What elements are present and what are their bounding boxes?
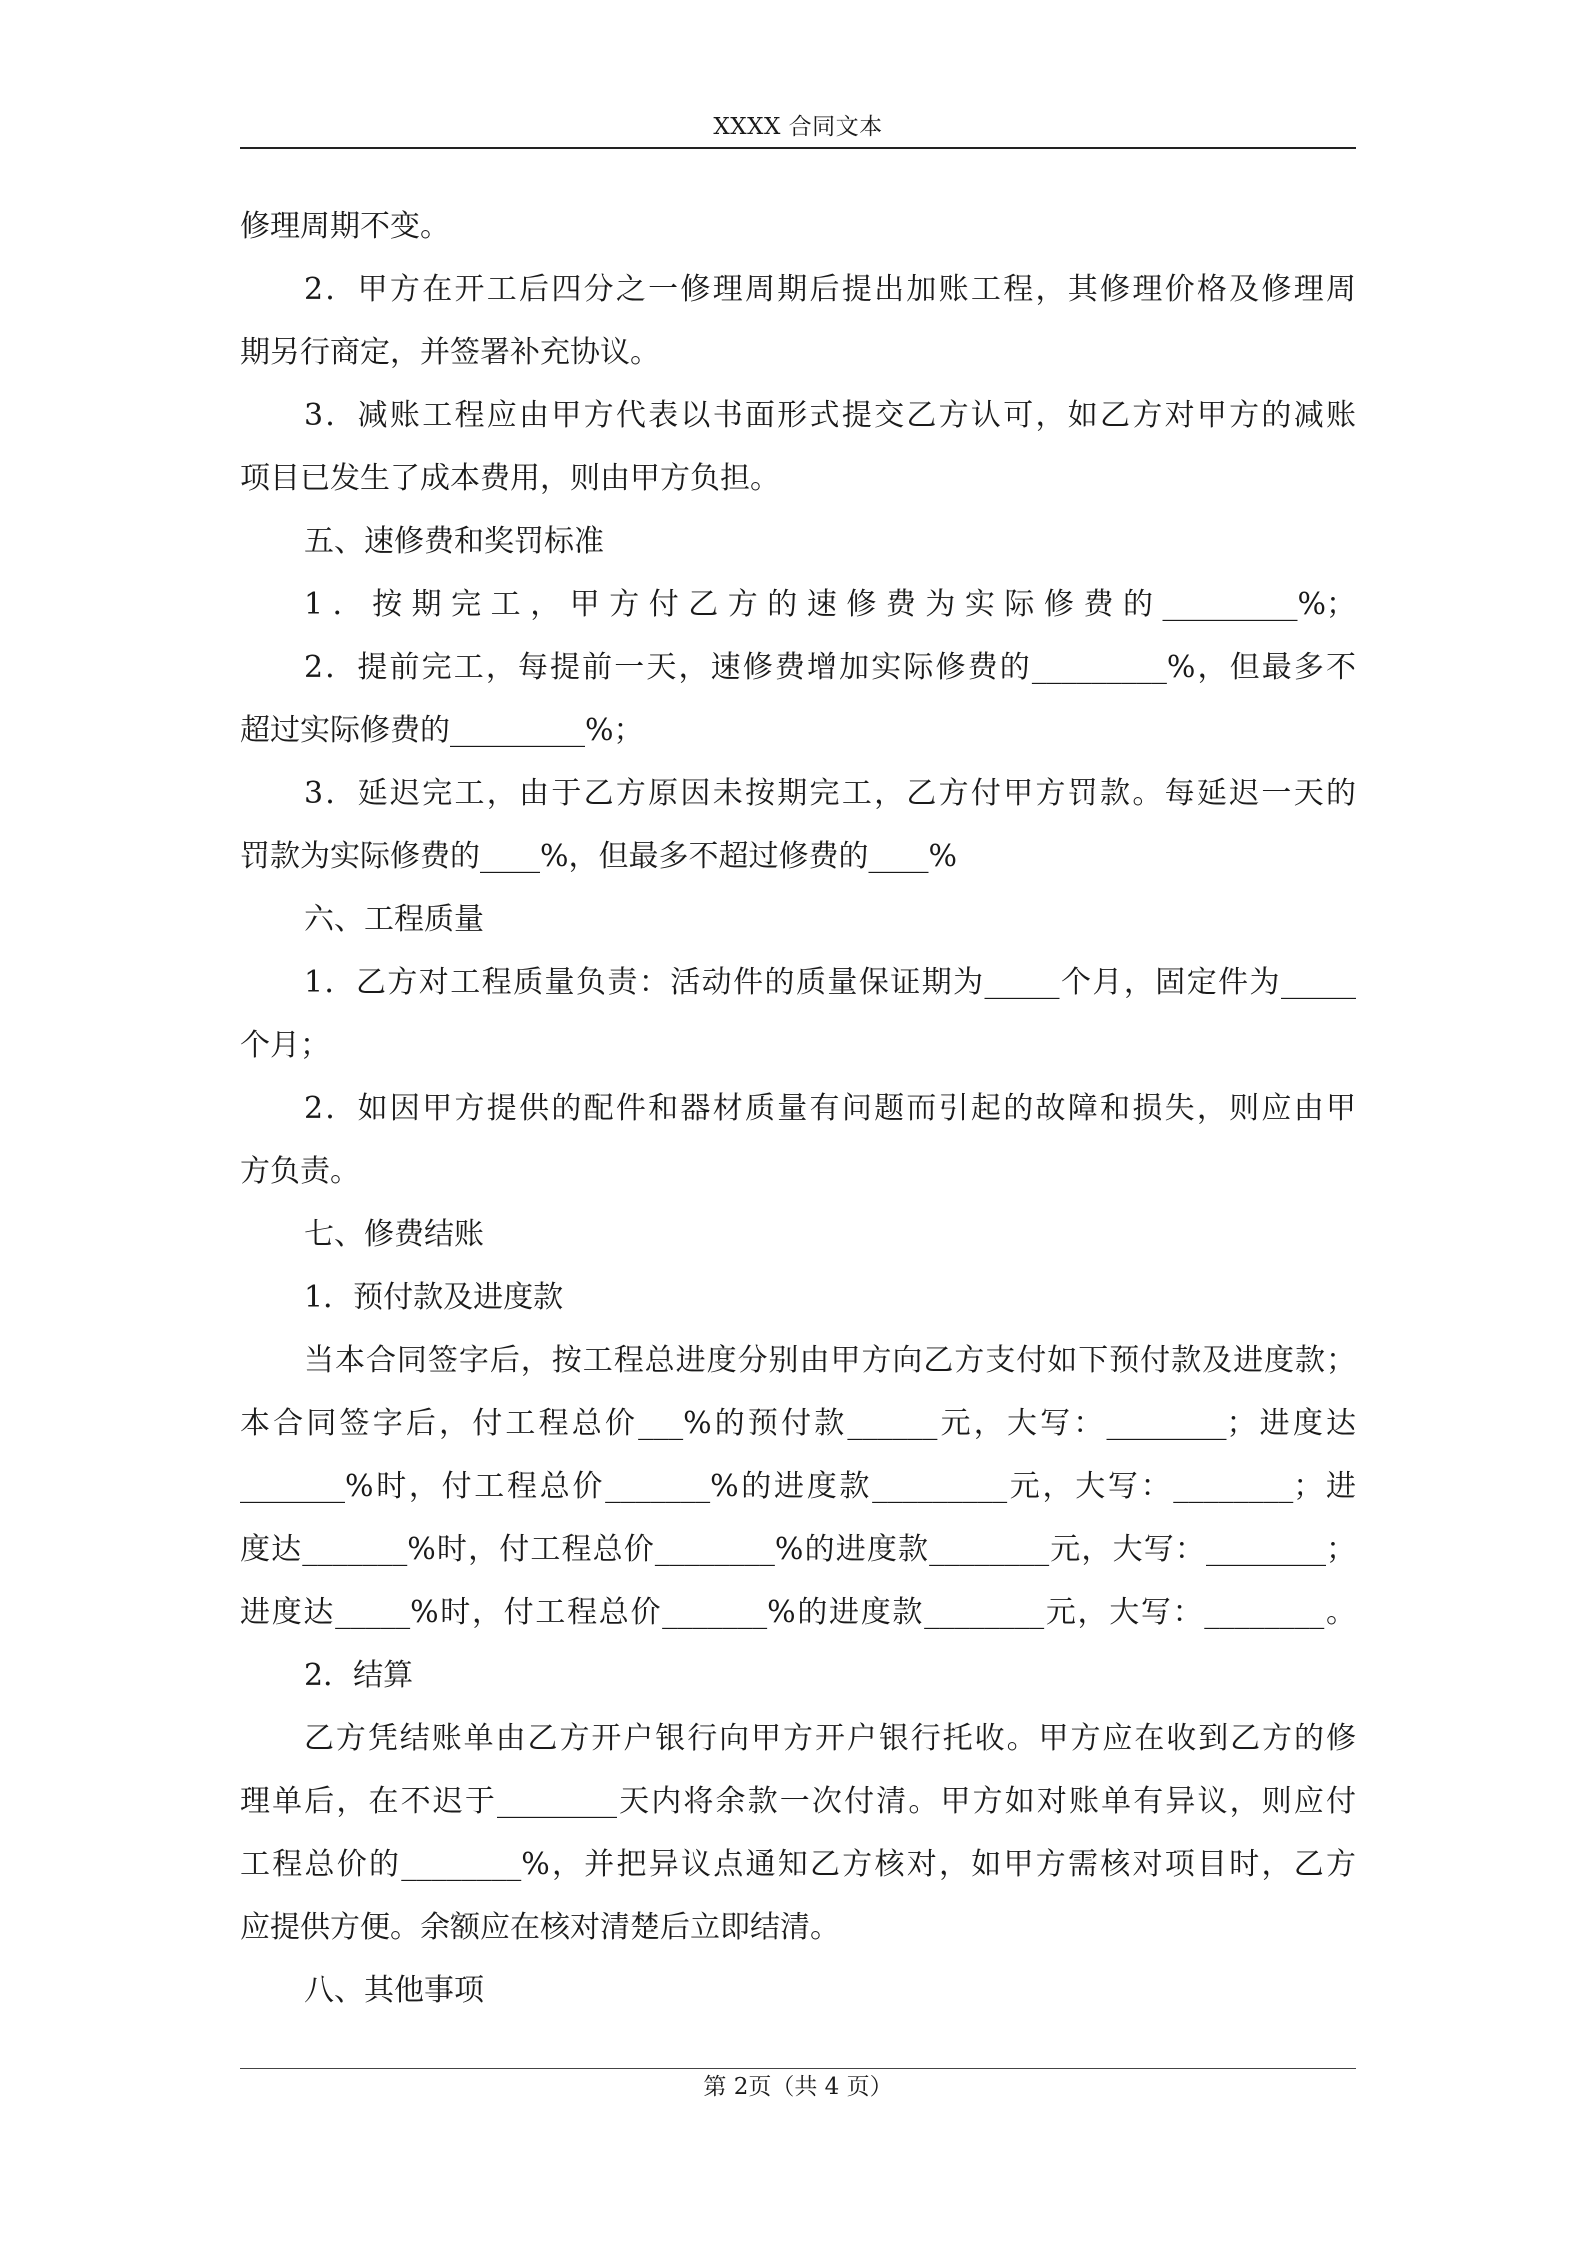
section-heading: 六、工程质量 [304,902,484,937]
contract-body [240,195,1356,2022]
body-line: 2．甲方在开工后四分之一修理周期后提出加账工程，其修理价格及修理周 [304,272,1356,307]
body-line: 2．提前完工，每提前一天，速修费增加实际修费的_________%，但最多不 [304,650,1356,685]
body-line: 修理周期不变。 [240,209,450,244]
body-line: 工程总价的________%，并把异议点通知乙方核对，如甲方需核对项目时，乙方 [240,1847,1356,1882]
body-line: 个月； [240,1028,330,1063]
body-line: 3．减账工程应由甲方代表以书面形式提交乙方认可，如乙方对甲方的减账 [304,398,1356,433]
section-heading: 八、其他事项 [304,1973,484,2008]
subsection-heading: 2．结算 [304,1658,414,1693]
header-title: XXXX 合同文本 [713,114,883,140]
body-line: 1．乙方对工程质量负责：活动件的质量保证期为_____个月，固定件为_____ [304,965,1356,1000]
body-line: 2．如因甲方提供的配件和器材质量有问题而引起的故障和损失，则应由甲 [304,1091,1356,1126]
header-divider [240,147,1356,149]
body-line: _______%时，付工程总价_______%的进度款_________元，大写：________；进 [240,1469,1356,1504]
body-line: 本合同签字后，付工程总价___%的预付款______元，大写：________；进度达 [240,1406,1356,1441]
section-heading: 五、速修费和奖罚标准 [304,524,604,559]
body-line: 当本合同签字后，按工程总进度分别由甲方向乙方支付如下预付款及进度款； [304,1343,1356,1378]
body-line: 3．延迟完工，由于乙方原因未按期完工，乙方付甲方罚款。每延迟一天的 [304,776,1356,811]
body-line: 度达_______%时，付工程总价________%的进度款________元，大写：________； [240,1532,1356,1567]
body-line: 超过实际修费的_________%； [240,713,644,748]
body-line: 乙方凭结账单由乙方开户银行向甲方开户银行托收。甲方应在收到乙方的修 [304,1721,1356,1756]
body-line: 罚款为实际修费的____%，但最多不超过修费的____% [240,839,958,874]
body-line: 方负责。 [240,1154,360,1189]
body-line: 应提供方便。余额应在核对清楚后立即结清。 [240,1910,840,1945]
page-number: 第 2页（共 4 页） [703,2074,893,2100]
body-line: 进度达_____%时，付工程总价_______%的进度款________元，大写：________。 [240,1595,1356,1630]
body-line: 理单后，在不迟于________天内将余款一次付清。甲方如对账单有异议，则应付 [240,1784,1356,1819]
section-heading: 七、修费结账 [304,1217,484,1252]
body-line: 期另行商定，并签署补充协议。 [240,335,660,370]
subsection-heading: 1．预付款及进度款 [304,1280,564,1315]
body-line: 1．按期完工，甲方付乙方的速修费为实际修费的_________%； [304,587,1356,622]
footer-divider [240,2068,1356,2069]
body-line: 项目已发生了成本费用，则由甲方负担。 [240,461,780,496]
